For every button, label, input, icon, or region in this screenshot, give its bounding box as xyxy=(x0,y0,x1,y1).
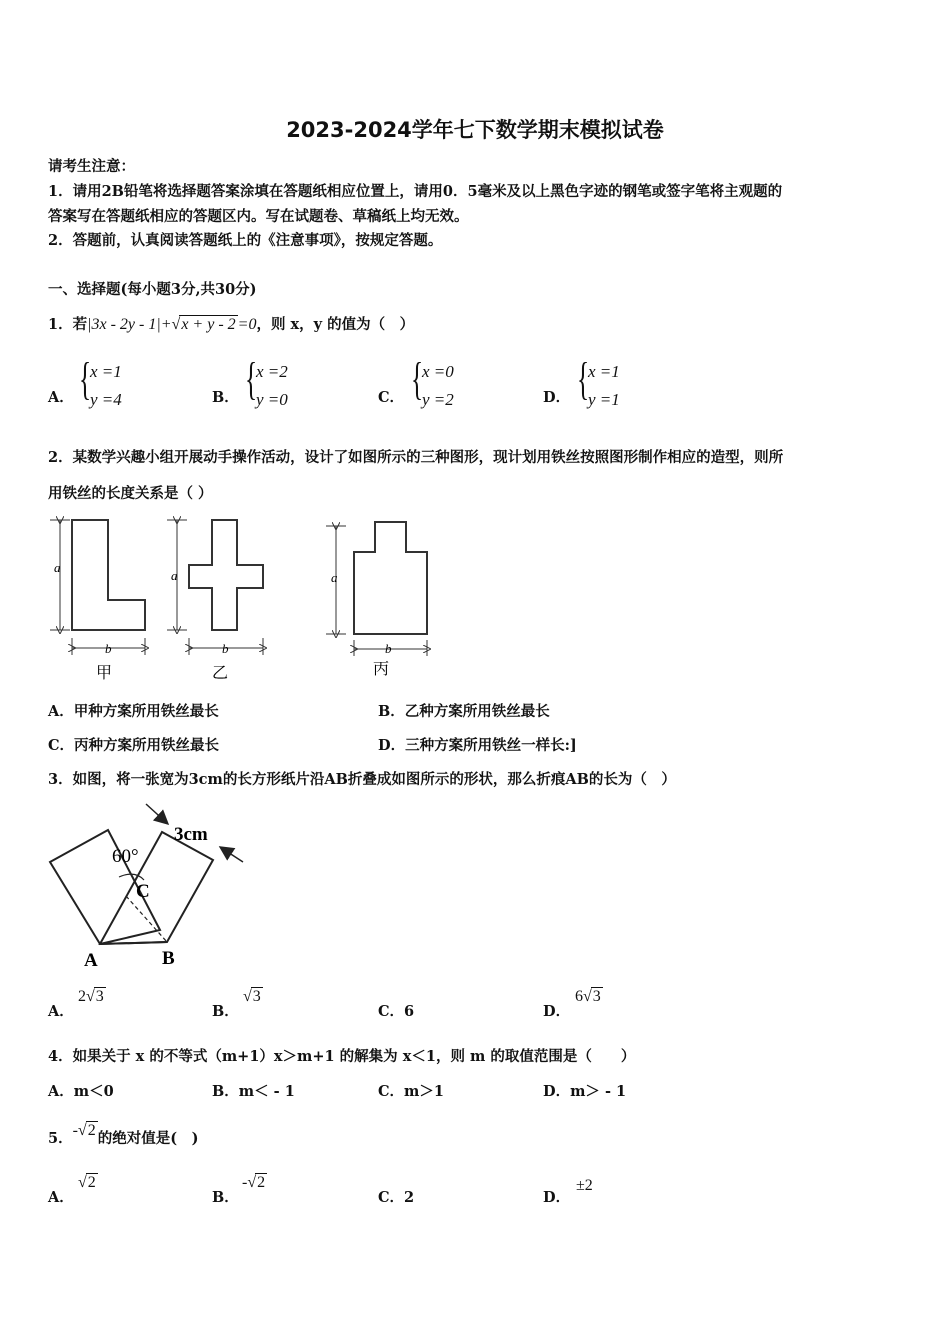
q4-option-b-label: B． xyxy=(212,1083,239,1100)
q3-option-b-sqrt-symbol: √ xyxy=(243,988,252,1005)
q5-option-c-value: 2 xyxy=(404,1189,415,1206)
q4-option-c-value: m＞1 xyxy=(404,1083,444,1100)
jia-caption: 甲 xyxy=(96,665,113,682)
jia-label-b: b xyxy=(105,641,112,656)
bing-label-b: b xyxy=(385,641,392,656)
q1-option-d-line2: y =1 xyxy=(588,390,620,409)
q5-radicand: 2 xyxy=(87,1122,96,1139)
q1-prefix: 1．若 xyxy=(48,316,88,333)
q1-option-b-line2: y =0 xyxy=(256,390,288,409)
q4-option-a-value: m＜0 xyxy=(73,1083,114,1100)
yi-label-b: b xyxy=(222,641,229,656)
figure-bing xyxy=(326,522,427,678)
q1-option-b-system xyxy=(256,358,288,414)
label-a: A xyxy=(84,950,98,970)
q2-stem-line2: 用铁丝的长度关系是（ ） xyxy=(48,485,213,502)
q5-option-a-sqrt-symbol: √ xyxy=(78,1174,87,1191)
q3-option-b-label: B． xyxy=(212,1003,239,1020)
q2-option-d: D．三种方案所用铁丝一样长:] xyxy=(378,737,577,754)
yi-shape xyxy=(189,520,263,630)
q3-option-d-radicand: 3 xyxy=(592,988,601,1005)
q5-option-b-neg: - xyxy=(242,1174,248,1191)
figure-jia xyxy=(50,520,145,682)
q1-equals: =0 xyxy=(237,316,257,333)
q1-option-a-line2: y =4 xyxy=(90,390,122,409)
label-3cm: 3cm xyxy=(174,824,208,845)
q1-option-c-system xyxy=(422,358,454,414)
q1-option-d-brace: { xyxy=(576,353,590,404)
q5-option-b-value xyxy=(242,1172,267,1192)
q5-option-a-label: A． xyxy=(48,1189,74,1206)
q5-option-d-value xyxy=(576,1176,593,1195)
q2-option-c: C．丙种方案所用铁丝最长 xyxy=(48,737,220,754)
q1-option-d-line1: x =1 xyxy=(588,362,620,381)
notice-line-1b: 答案写在答题纸相应的答题区内。写在试题卷、草稿纸上均无效。 xyxy=(48,208,469,225)
page-title: 2023-2024学年七下数学期末模拟试卷 xyxy=(286,118,664,142)
q5-neg: - xyxy=(72,1122,78,1139)
jia-label-a: a xyxy=(54,560,61,575)
q4-stem: 4．如果关于 x 的不等式（m+1）x＞m+1 的解集为 x＜1，则 m 的取值范围是（ ） xyxy=(48,1048,636,1065)
q5-option-c xyxy=(378,1186,414,1207)
q1-option-d-label: D． xyxy=(543,389,571,406)
q3-option-a-label: A． xyxy=(48,1003,74,1020)
q4-option-b-value: m＜ - 1 xyxy=(238,1083,295,1100)
q1-sqrt-symbol: √ xyxy=(171,316,181,333)
q5-prefix: 5． xyxy=(48,1130,73,1147)
q1-option-c-brace: { xyxy=(410,353,424,404)
q3-option-d-value xyxy=(575,986,603,1006)
jia-shape xyxy=(72,520,145,630)
label-60-degrees: 60° xyxy=(112,846,139,867)
q3-option-b-value xyxy=(243,986,263,1006)
section-heading: 一、选择题(每小题3分,共30分) xyxy=(48,281,257,298)
q1-option-c-line2: y =2 xyxy=(422,390,454,409)
label-c: C xyxy=(136,881,150,902)
notice-heading: 请考生注意： xyxy=(48,158,135,175)
q5-suffix: 的绝对值是( ) xyxy=(97,1130,199,1147)
q5-option-b-sqrt-symbol: √ xyxy=(247,1174,257,1191)
q3-option-b-radicand: 3 xyxy=(252,988,261,1005)
yi-caption: 乙 xyxy=(212,665,229,682)
q4-option-c-label: C． xyxy=(378,1083,405,1100)
q4-option-a xyxy=(48,1080,114,1101)
q4-option-a-label: A． xyxy=(48,1083,74,1100)
q2-figure xyxy=(40,510,450,685)
q4-option-d xyxy=(543,1080,626,1101)
q1-option-a-system xyxy=(90,358,122,414)
q1-option-b-label: B． xyxy=(212,389,239,406)
q5-option-b-radicand: 2 xyxy=(257,1174,266,1191)
notice-line-1a: 1．请用2B铅笔将选择题答案涂填在答题纸相应位置上，请用0．5毫米及以上黑色字迹的钢笔或签字笔将主观题的 xyxy=(48,183,783,200)
q1-option-a-label: A． xyxy=(48,389,74,406)
q5-stem xyxy=(48,1122,199,1148)
label-b: B xyxy=(162,948,175,969)
q5-option-a-value xyxy=(78,1172,98,1192)
width-arrow-top xyxy=(146,804,168,824)
q1-option-d-system xyxy=(588,358,620,414)
width-arrow-right xyxy=(220,847,243,862)
q1-option-b-brace: { xyxy=(244,353,258,404)
q3-figure xyxy=(40,800,255,970)
yi-label-a: a xyxy=(171,568,178,583)
q2-stem-line1: 2．某数学兴趣小组开展动手操作活动，设计了如图所示的三种图形，现计划用铁丝按照图形制作相应的造型，则所 xyxy=(48,449,784,466)
q5-option-d-label: D． xyxy=(543,1189,571,1206)
q3-option-a-value xyxy=(78,986,106,1006)
q1-option-b-line1: x =2 xyxy=(256,362,288,381)
q5-sqrt-symbol: √ xyxy=(77,1122,87,1139)
q3-option-a-sqrt-symbol: √ xyxy=(86,988,95,1005)
q2-option-a: A．甲种方案所用铁丝最长 xyxy=(48,703,219,720)
q5-option-b-label: B． xyxy=(212,1189,239,1206)
q4-option-c xyxy=(378,1080,444,1101)
bing-caption: 丙 xyxy=(373,661,390,678)
q1-option-c-line1: x =0 xyxy=(422,362,454,381)
q1-option-a-line1: x =1 xyxy=(90,362,122,381)
q3-option-a-coef: 2 xyxy=(78,988,86,1005)
q1-abs-expression: |3x - 2y - 1| xyxy=(87,316,161,333)
figure-yi xyxy=(167,520,263,682)
q3-option-d-sqrt-symbol: √ xyxy=(583,988,592,1005)
q3-option-c-value: 6 xyxy=(404,1003,415,1020)
q1-stem xyxy=(48,313,414,334)
q3-option-d-label: D． xyxy=(543,1003,571,1020)
q3-option-a-radicand: 3 xyxy=(95,988,104,1005)
bing-shape xyxy=(354,522,427,634)
q3-option-d-coef: 6 xyxy=(575,988,583,1005)
q1-option-c-label: C． xyxy=(378,389,405,406)
q1-plus: + xyxy=(160,316,172,333)
q5-option-a-radicand: 2 xyxy=(87,1174,96,1191)
q5-option-c-label: C． xyxy=(378,1189,405,1206)
q2-option-b: B．乙种方案所用铁丝最长 xyxy=(378,703,550,720)
q5-option-d-text: ±2 xyxy=(576,1177,593,1194)
q1-sqrt-expression: x + y - 2 xyxy=(181,316,236,333)
notice-line-2: 2．答题前，认真阅读答题纸上的《注意事项》，按规定答题。 xyxy=(48,232,443,249)
q1-option-a-brace: { xyxy=(78,353,92,404)
q3-option-c xyxy=(378,1000,414,1021)
q4-option-d-value: m＞ - 1 xyxy=(570,1083,627,1100)
q3-option-c-label: C． xyxy=(378,1003,405,1020)
q3-stem: 3．如图，将一张宽为3cm的长方形纸片沿AB折叠成如图所示的形状，那么折痕AB的长为（ ） xyxy=(48,771,676,788)
bing-label-a: a xyxy=(331,570,338,585)
q1-suffix: ，则 x，y 的值为（ ） xyxy=(256,316,415,333)
q4-option-b xyxy=(212,1080,295,1101)
q4-option-d-label: D． xyxy=(543,1083,571,1100)
